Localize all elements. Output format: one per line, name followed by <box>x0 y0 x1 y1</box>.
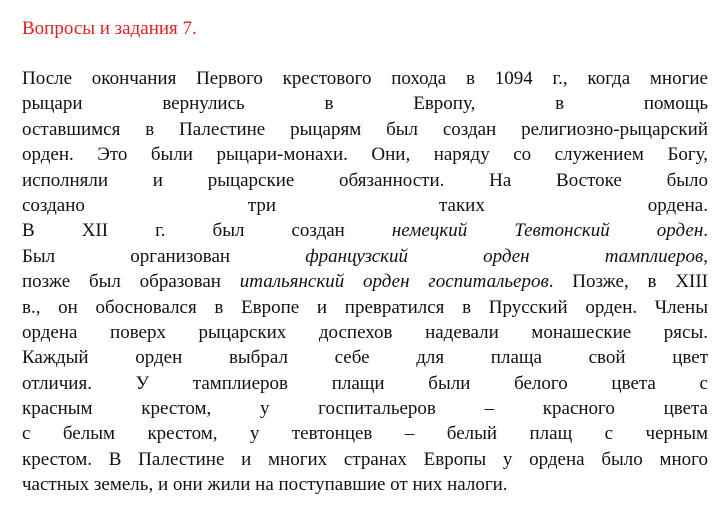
text-segment: в., он обосновался в Европе и превратился в Прусский орден. Члены <box>22 296 708 318</box>
text-line <box>22 345 708 370</box>
text-segment: Был организован <box>22 245 306 267</box>
text-segment: . <box>703 220 708 242</box>
text-line <box>22 371 708 396</box>
text-line <box>22 295 708 320</box>
text-segment: орден. Это были рыцари-монахи. Они, наряду со служением Богу, <box>22 144 708 166</box>
text-line <box>22 66 708 91</box>
text-segment: . Позже, в XIII <box>548 271 708 293</box>
document-page <box>22 16 708 498</box>
text-segment: красным крестом, у госпитальеров – красного цвета <box>22 398 708 420</box>
body-paragraph <box>22 66 708 498</box>
text-line <box>22 269 708 294</box>
text-segment: , <box>703 245 709 267</box>
text-line <box>22 421 708 446</box>
text-line <box>22 396 708 421</box>
text-line <box>22 91 708 116</box>
text-line <box>22 244 708 269</box>
text-line <box>22 142 708 167</box>
text-segment: с белым крестом, у тевтонцев – белый плащ с черным <box>22 423 708 445</box>
text-segment: частных земель, и они жили на поступавшие от них налоги. <box>22 474 508 496</box>
italic-term: немецкий Тевтонский орден <box>391 220 704 242</box>
text-line <box>22 117 708 142</box>
text-segment: создано три таких ордена. <box>22 194 708 216</box>
text-segment: исполняли и рыцарские обязанности. На Востоке было <box>22 169 708 191</box>
text-segment: оставшимся в Палестине рыцарям был создан религиозно-рыцарский <box>22 118 708 140</box>
text-segment: крестом. В Палестине и многих странах Европы у ордена было много <box>22 448 708 470</box>
text-line <box>22 218 708 243</box>
text-segment: ордена поверх рыцарских доспехов надевали монашеские рясы. <box>22 321 708 343</box>
text-segment: После окончания Первого крестового похода в 1094 г., когда многие <box>22 68 708 89</box>
text-segment: Каждый орден выбрал себе для плаща свой цвет <box>22 347 708 369</box>
italic-term: французский орден тамплиеров <box>305 245 704 267</box>
text-line <box>22 193 708 218</box>
text-line <box>22 168 708 193</box>
text-segment: В XII г. был создан <box>22 220 392 242</box>
text-segment: позже был образован <box>22 271 240 293</box>
text-line <box>22 320 708 345</box>
italic-term: итальянский орден госпитальеров <box>239 271 549 293</box>
text-segment: отличия. У тамплиеров плащи были белого цвета с <box>22 372 708 394</box>
section-heading: Вопросы и задания 7. <box>22 18 197 39</box>
text-line <box>22 472 708 497</box>
text-segment: рыцари вернулись в Европу, в помощь <box>22 93 708 115</box>
text-line <box>22 447 708 472</box>
